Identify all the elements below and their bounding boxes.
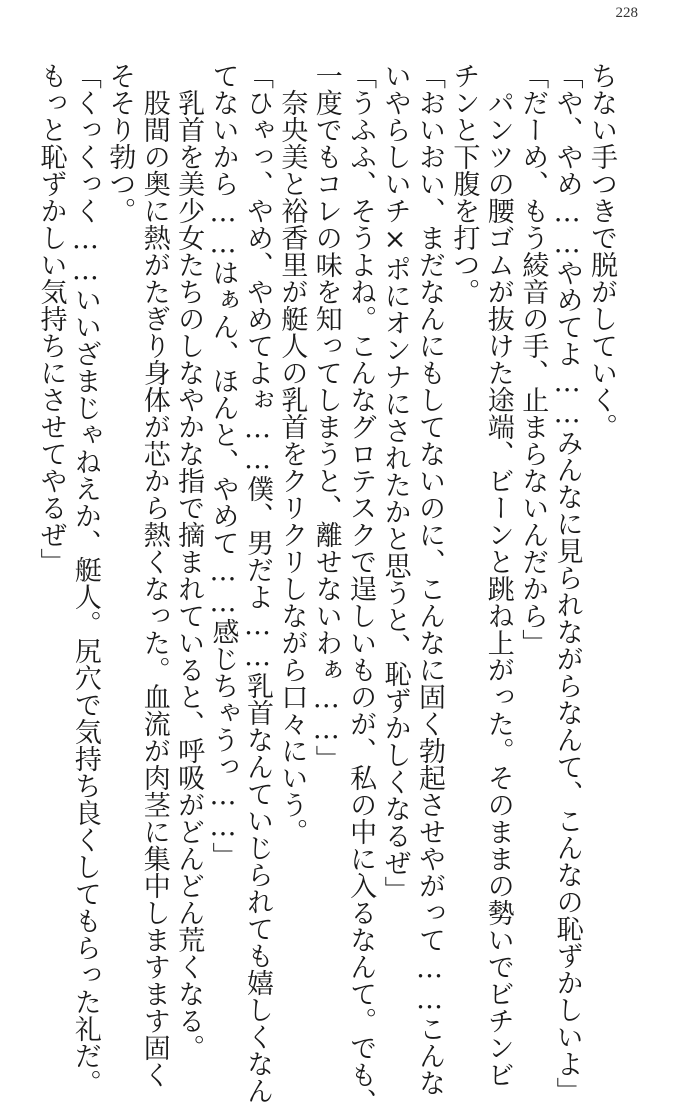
text-line: 股間の奥に熱がたぎり身体が芯から熱くなった。血流が肉茎に集中しますます固く <box>138 62 170 1088</box>
text-line: もっと恥ずかしい気持ちにさせてやるぜ」 <box>35 62 67 575</box>
text-line: 「だーめ、もう綾音の手、止まらないんだから」 <box>517 62 549 656</box>
text-line: 「や、やめ……やめてよ……みんなに見られながらなんて、こんなの恥ずかしいよ」 <box>551 62 583 1104</box>
text-line: 「ひゃっ、やめ、やめてよぉ……僕、男だよ……乳首なんていじられても嬉しくなん <box>241 62 273 1104</box>
text-line: パンツの腰ゴムが抜けた途端、ビーンと跳ね上がった。そのままの勢いでビチンビ <box>482 62 514 1088</box>
text-line: いやらしいチ×ポにオンナにされたかと思うと、恥ずかしくなるぜ」 <box>379 62 411 903</box>
text-line: 奈央美と裕香里が艇人の乳首をクリクリしながら口々にいう。 <box>276 62 308 845</box>
text-line: 乳首を美少女たちのしなやかな指で摘まれていると、呼吸がどんどん荒くなる。 <box>173 62 205 1061</box>
text-line: 一度でもコレの味を知ってしまうと、離せないわぁ……」 <box>310 62 342 772</box>
text-line: チンと下腹を打つ。 <box>448 62 480 305</box>
text-line: ちない手つきで脱がしていく。 <box>586 62 617 440</box>
text-line: 「くっくっく……いいざまじゃねえか、艇人。尻穴で気持ち良くしてもらった礼だ。 <box>69 62 101 1096</box>
vertical-text-body <box>35 62 618 1115</box>
text-line: 「おいおい、まだなんにもしてないのに、こんなに固く勃起させやがって……こんな <box>413 62 445 1096</box>
text-line: 「うふふ、そうよね。こんなグロテスクで逞しいものが、私の中に入るなんて。でも、 <box>345 62 377 1115</box>
page-number: 228 <box>615 5 638 21</box>
text-line: そそり勃つ。 <box>104 62 136 224</box>
text-line: てないから……はぁん、ほんと、やめて……感じちゃうっ……」 <box>207 62 239 869</box>
